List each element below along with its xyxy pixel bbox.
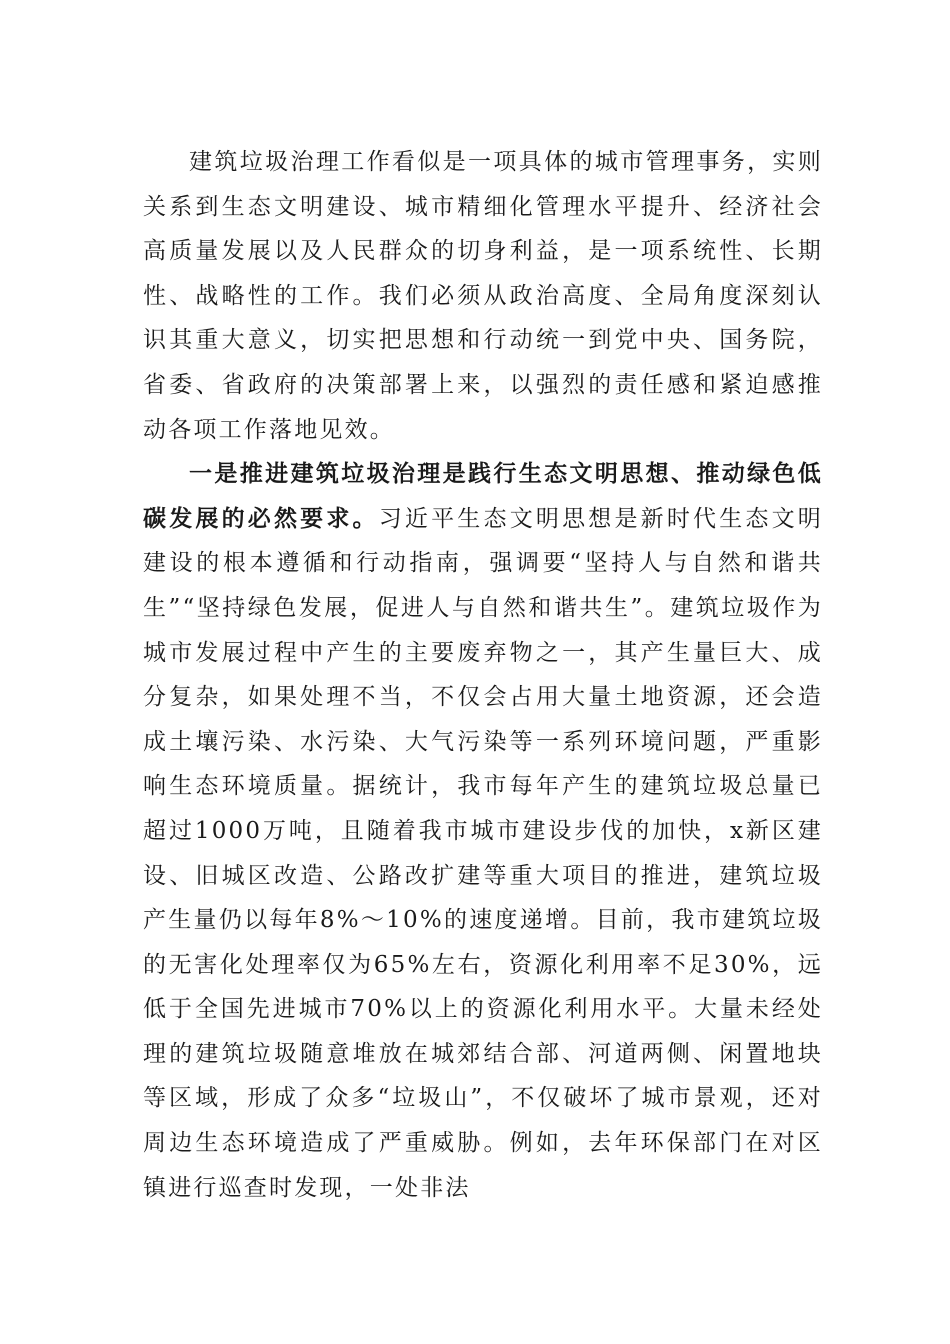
document-body: [143, 140, 823, 1210]
paragraph-intro-text: 建筑垃圾治理工作看似是一项具体的城市管理事务，实则关系到生态文明建设、城市精细化管理水平提升、经济社会高质量发展以及人民群众的切身利益，是一项系统性、长期性、战略性的工作。我们必须从政治高度、全局角度深刻认识其重大意义，切实把思想和行动统一到党中央、国务院，省委、省政府的决策部署上来，以强烈的责任感和紧迫感推动各项工作落地见效。: [143, 149, 823, 443]
paragraph-intro: [143, 140, 823, 452]
paragraph-point-one-body: 习近平生态文明思想是新时代生态文明建设的根本遵循和行动指南，强调要“坚持人与自然和谐共生”“坚持绿色发展，促进人与自然和谐共生”。建筑垃圾作为城市发展过程中产生的主要废弃物之一，其产生量巨大、成分复杂，如果处理不当，不仅会占用大量土地资源，还会造成土壤污染、水污染、大气污染等一系列环境问题，严重影响生态环境质量。据统计，我市每年产生的建筑垃圾总量已超过1000万吨，且随着我市城市建设步伐的加快，x新区建设、旧城区改造、公路改扩建等重大项目的推进，建筑垃圾产生量仍以每年8%～10%的速度递增。目前，我市建筑垃圾的无害化处理率仅为65%左右，资源化利用率不足30%，远低于全国先进城市70%以上的资源化利用水平。大量未经处理的建筑垃圾随意堆放在城郊结合部、河道两侧、闲置地块等区域，形成了众多“垃圾山”，不仅破坏了城市景观，还对周边生态环境造成了严重威胁。例如，去年环保部门在对区镇进行巡查时发现，一处非法: [143, 505, 823, 1201]
paragraph-point-one: [143, 452, 823, 1210]
paragraph-point-one-lead: 一是推进建筑垃圾治理是践行生态文明思想、推动绿色低碳发展的必然要求。: [143, 460, 823, 532]
